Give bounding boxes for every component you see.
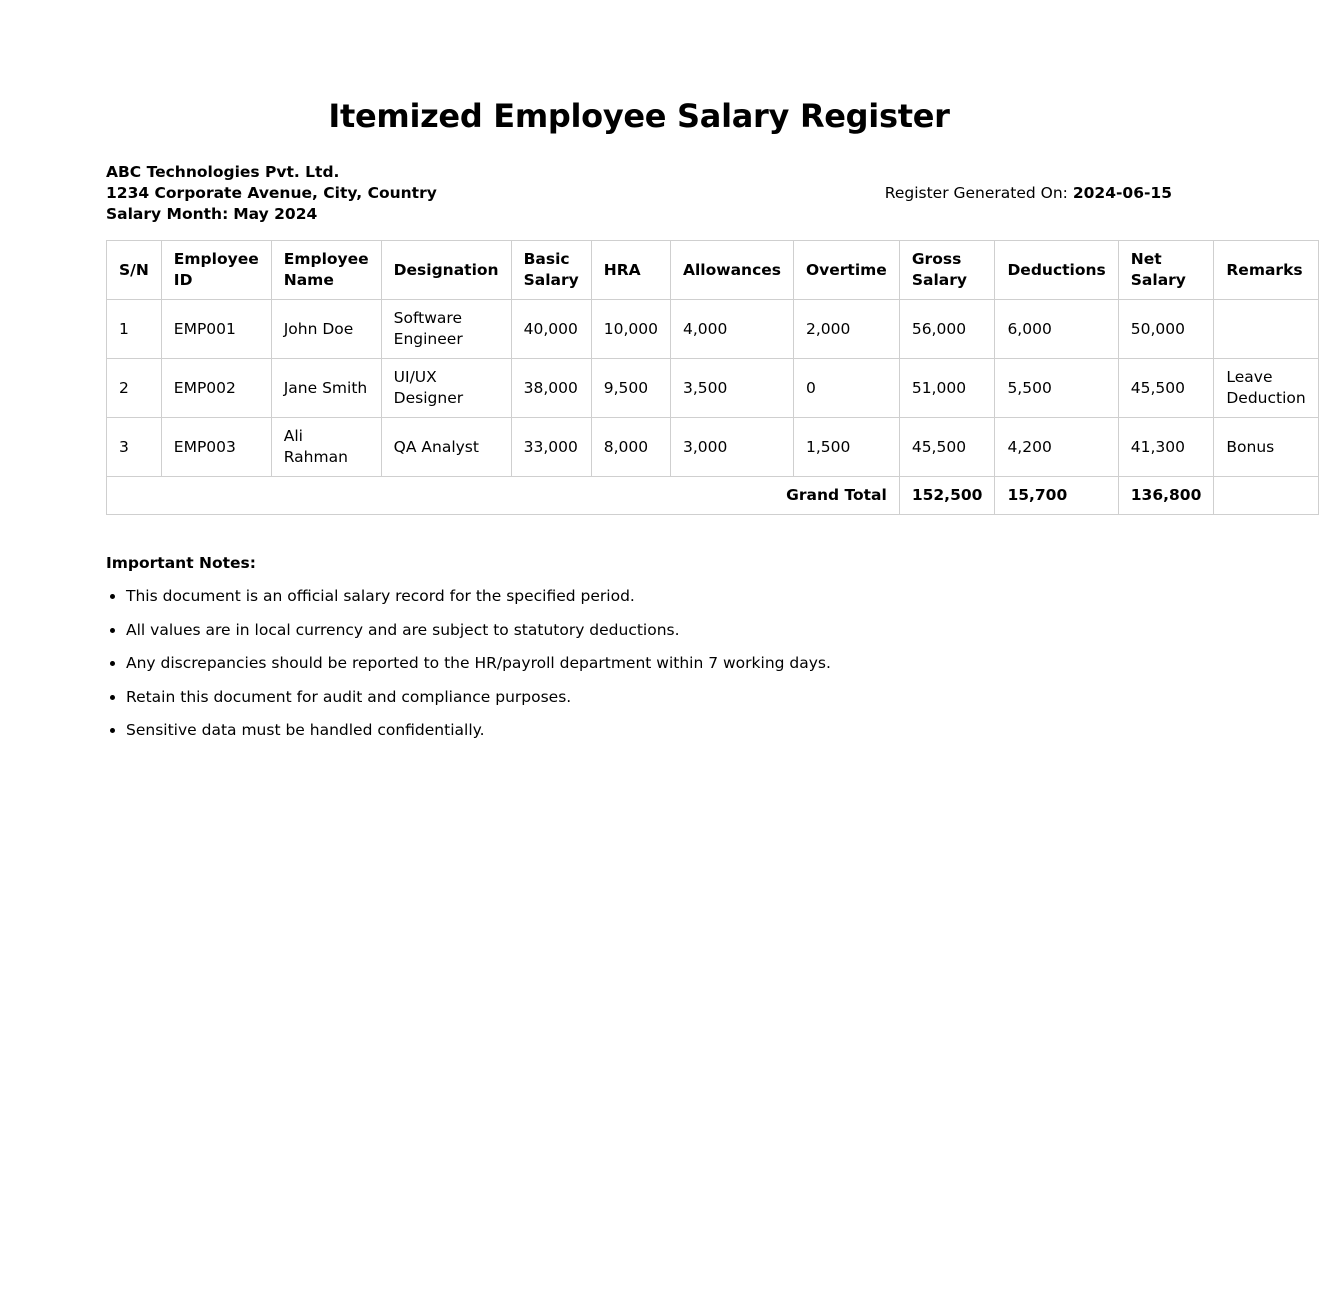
note-item: • Sensitive data must be handled confidentially. [126,720,1172,741]
table-row [107,418,1319,477]
cell-employee-name: Jane Smith [271,359,381,418]
cell-basic-salary: 40,000 [511,300,591,359]
cell-employee-name: John Doe [271,300,381,359]
generated-on-date: 2024-06-15 [1072,184,1172,202]
cell-hra: 10,000 [591,300,670,359]
cell-gross-salary: 56,000 [899,300,995,359]
cell-designation: UI/UX Designer [381,359,511,418]
salary-table [106,240,1319,515]
cell-designation: Software Engineer [381,300,511,359]
cell-allowances: 3,500 [670,359,793,418]
salary-month-value: May 2024 [233,205,318,223]
page-title: Itemized Employee Salary Register [328,97,950,135]
cell-gross-salary: 51,000 [899,359,995,418]
cell-net-salary: 41,300 [1118,418,1214,477]
salary-month [106,204,437,225]
important-notes [106,553,1172,741]
header-employee-name: Employee Name [271,241,381,300]
header-allowances: Allowances [670,241,793,300]
cell-basic-salary: 33,000 [511,418,591,477]
cell-remarks: Bonus [1214,418,1318,477]
grand-total-deductions: 15,700 [995,477,1118,515]
table-header-row [107,241,1319,300]
grand-total-net: 136,800 [1118,477,1214,515]
cell-allowances: 3,000 [670,418,793,477]
cell-employee-id: EMP001 [161,300,271,359]
cell-overtime: 2,000 [794,300,900,359]
notes-list [106,586,1172,741]
generated-on-label: Register Generated On: [884,184,1068,202]
cell-basic-salary: 38,000 [511,359,591,418]
note-item: • Retain this document for audit and compliance purposes. [126,687,1172,708]
grand-total-row [107,477,1319,515]
cell-employee-id: EMP002 [161,359,271,418]
header-remarks: Remarks [1214,241,1318,300]
header-employee-id: Employee ID [161,241,271,300]
note-item: • All values are in local currency and are subject to statutory deductions. [126,620,1172,641]
cell-deductions: 4,200 [995,418,1118,477]
cell-hra: 9,500 [591,359,670,418]
cell-net-salary: 50,000 [1118,300,1214,359]
cell-designation: QA Analyst [381,418,511,477]
cell-deductions: 5,500 [995,359,1118,418]
salary-month-label: Salary Month: [106,205,229,223]
cell-overtime: 0 [794,359,900,418]
cell-remarks: Leave Deduction [1214,359,1318,418]
cell-gross-salary: 45,500 [899,418,995,477]
header-overtime: Overtime [794,241,900,300]
grand-total-label: Grand Total [107,477,900,515]
cell-net-salary: 45,500 [1118,359,1214,418]
header-net-salary: Net Salary [1118,241,1214,300]
header-designation: Designation [381,241,511,300]
header-gross-salary: Gross Salary [899,241,995,300]
header-hra: HRA [591,241,670,300]
cell-sn: 2 [107,359,162,418]
company-name: ABC Technologies Pvt. Ltd. [106,163,340,181]
cell-remarks [1214,300,1318,359]
cell-overtime: 1,500 [794,418,900,477]
table-row [107,300,1319,359]
cell-employee-id: EMP003 [161,418,271,477]
cell-allowances: 4,000 [670,300,793,359]
grand-total-gross: 152,500 [899,477,995,515]
header-sn: S/N [107,241,162,300]
cell-deductions: 6,000 [995,300,1118,359]
table-row [107,359,1319,418]
company-info [106,162,437,225]
generated-on [885,183,1172,204]
notes-title: Important Notes: [106,554,256,572]
salary-register-page [106,0,1306,741]
cell-sn: 3 [107,418,162,477]
cell-employee-name: Ali Rahman [271,418,381,477]
note-item: • This document is an official salary record for the specified period. [126,586,1172,607]
grand-total-remarks [1214,477,1318,515]
company-address: 1234 Corporate Avenue, City, Country [106,184,437,202]
header-basic-salary: Basic Salary [511,241,591,300]
cell-hra: 8,000 [591,418,670,477]
register-meta [106,162,1172,226]
note-item: • Any discrepancies should be reported to the HR/payroll department within 7 working days. [126,653,1172,674]
header-deductions: Deductions [995,241,1118,300]
cell-sn: 1 [107,300,162,359]
